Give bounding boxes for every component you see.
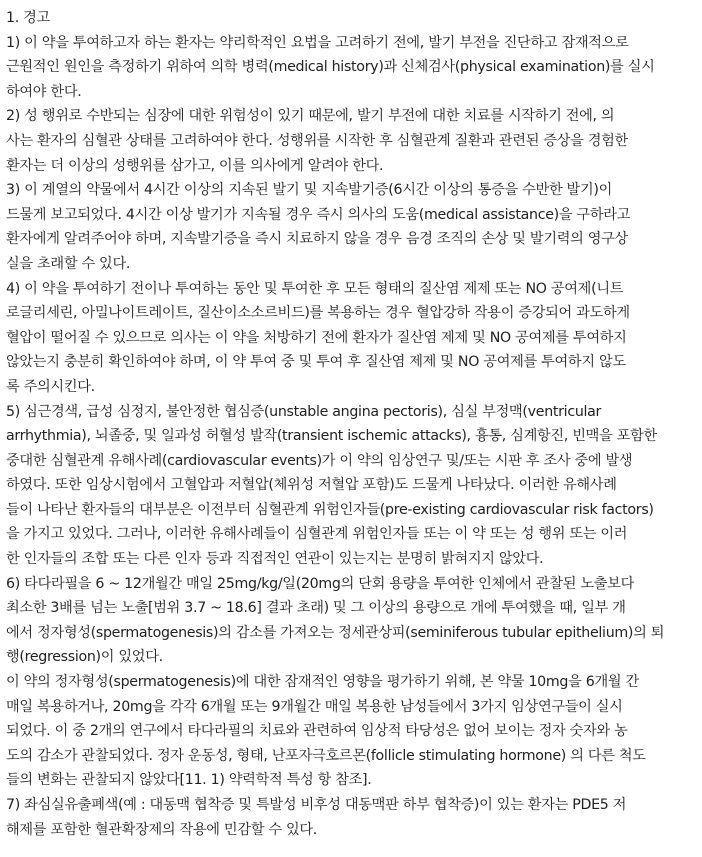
- text-line: 7) 좌심실유출폐색(예 : 대동맥 협착증 및 특발성 비후성 대동맥판 하부 협착증)이 있는 환자는 PDE5 저: [6, 797, 627, 813]
- text-line: 근원적인 원인을 측정하기 위하여 의학 병력(medical history)과 신체검사(physical examination)를 실시: [6, 59, 655, 76]
- text-line: 혈압이 떨어질 수 있으므로 의사는 이 약을 처방하기 전에 환자가 질산염 제제 및 NO 공여제를 투여하지: [6, 329, 627, 346]
- text-line: 되었다. 이 중 2개의 연구에서 타다라필의 치료와 관련하여 임상적 타당성은 없어 보이는 정자 숫자와 농: [6, 723, 628, 740]
- text-line: arrhythmia), 뇌졸중, 및 일과성 허혈성 발작(transient ischemic attacks), 흉통, 심계항진, 빈맥을 포함한: [6, 428, 657, 445]
- text-line: 1) 이 약을 투여하고자 하는 환자는 약리학적인 요법을 고려하기 전에, 발기 부전을 진단하고 잠재적으로: [6, 34, 629, 51]
- text-line: 환자에게 알려주어야 하며, 지속발기증을 즉시 치료하지 않을 경우 음경 조직의 손상 및 발기력의 영구상: [6, 231, 628, 248]
- section-heading: 1. 경고: [6, 10, 50, 26]
- text-line: 로글리세린, 아밀나이트레이트, 질산이소소르비드)를 복용하는 경우 혈압강하 작용이 증강되어 과도하게: [6, 305, 630, 322]
- text-line: 환자는 더 이상의 성행위를 삼가고, 이를 의사에게 알려야 한다.: [6, 157, 384, 174]
- text-line: 중대한 심혈관계 유해사례(cardiovascular events)가 이 약의 임상연구 및/또는 시판 후 조사 중에 발생: [6, 452, 633, 469]
- text-line: 드물게 보고되었다. 4시간 이상 발기가 지속될 경우 즉시 의사의 도움(medical assistance)을 구하라고: [6, 206, 631, 223]
- warning-paragraphs: [6, 31, 692, 843]
- warning-paragraph: [6, 277, 692, 400]
- warning-paragraph: [6, 572, 692, 670]
- text-line: 에서 정자형성(spermatogenesis)의 감소를 가져오는 정세관상피(seminiferous tubular epithelium)의 퇴: [6, 624, 665, 641]
- warning-paragraph: [6, 104, 692, 178]
- warning-paragraph: [6, 31, 692, 105]
- text-line: 들이 나타난 환자들의 대부분은 이전부터 심혈관계 위험인자들(pre-existing cardiovascular risk factors): [6, 501, 654, 518]
- text-line: 하였다. 또한 임상시험에서 고혈압과 저혈압(체위성 저혈압 포함)도 드물게 나타났다. 이러한 유해사례: [6, 477, 617, 494]
- text-line: 4) 이 약을 투여하기 전이나 투여하는 동안 및 투여한 후 모든 형태의 질산염 제제 또는 NO 공여제(니트: [6, 280, 624, 297]
- text-line: 도의 감소가 관찰되었다. 정자 운동성, 형태, 난포자극호르몬(follicle stimulating hormone) 의 다른 척도: [6, 747, 646, 764]
- text-line: 최소한 3배를 넘는 노출[범위 3.7 ~ 18.6] 결과 초래) 및 그 이상의 용량으로 개에 투여했을 때, 일부 개: [6, 600, 626, 617]
- text-line: 5) 심근경색, 급성 심정지, 불안정한 협심증(unstable angina pectoris), 심실 부정맥(ventricular: [6, 403, 602, 420]
- text-line: 들의 변화는 관찰되지 않았다[11. 1) 약력학적 특성 항 참조].: [6, 772, 372, 789]
- warning-paragraph: [6, 178, 692, 276]
- warning-paragraph: [6, 400, 692, 572]
- text-line: 행(regression)이 있었다.: [6, 649, 163, 666]
- text-line: 한 인자들의 조합 또는 다른 인자 등과 직접적인 연관이 있는지는 분명히 밝혀지지 않았다.: [6, 551, 544, 568]
- text-line: 매일 복용하거나, 20mg을 각각 6개월 또는 9개월간 매일 복용한 남성들에서 3가지 임상연구들이 실시: [6, 698, 623, 715]
- text-line: 이 약의 정자형성(spermatogenesis)에 대한 잠재적인 영향을 평가하기 위해, 본 약물 10mg을 6개월 간: [6, 674, 639, 691]
- text-line: 않았는지 충분히 확인하여야 하며, 이 약 투여 중 및 투여 후 질산염 제제 및 NO 공여제를 투여하지 않도: [6, 354, 626, 371]
- text-line: 6) 타다라필을 6 ~ 12개월간 매일 25mg/kg/일(20mg의 단회 용량을 투여한 인체에서 관찰된 노출보다: [6, 575, 634, 592]
- text-line: 2) 성 행위로 수반되는 심장에 대한 위험성이 있기 때문에, 발기 부전에 대한 치료를 시작하기 전에, 의: [6, 108, 615, 125]
- text-line: 사는 환자의 심혈관 상태를 고려하여야 한다. 성행위를 시작한 후 심혈관계 질환과 관련된 증상을 경험한: [6, 132, 628, 149]
- warning-paragraph: [6, 793, 692, 842]
- text-line: 실을 초래할 수 있다.: [6, 255, 131, 272]
- text-line: 록 주의시킨다.: [6, 378, 95, 395]
- warning-paragraph: [6, 670, 692, 793]
- text-line: 을 가지고 있었다. 그러나, 이러한 유해사례들이 심혈관계 위험인자들 또는 이 약 또는 성 행위 또는 이러: [6, 526, 628, 543]
- text-line: 3) 이 계열의 약물에서 4시간 이상의 지속된 발기 및 지속발기증(6시간 이상의 통증을 수반한 발기)이: [6, 182, 613, 199]
- text-line: 해제를 포함한 혈관확장제의 작용에 민감할 수 있다.: [6, 821, 317, 838]
- text-line: 하여야 한다.: [6, 83, 82, 100]
